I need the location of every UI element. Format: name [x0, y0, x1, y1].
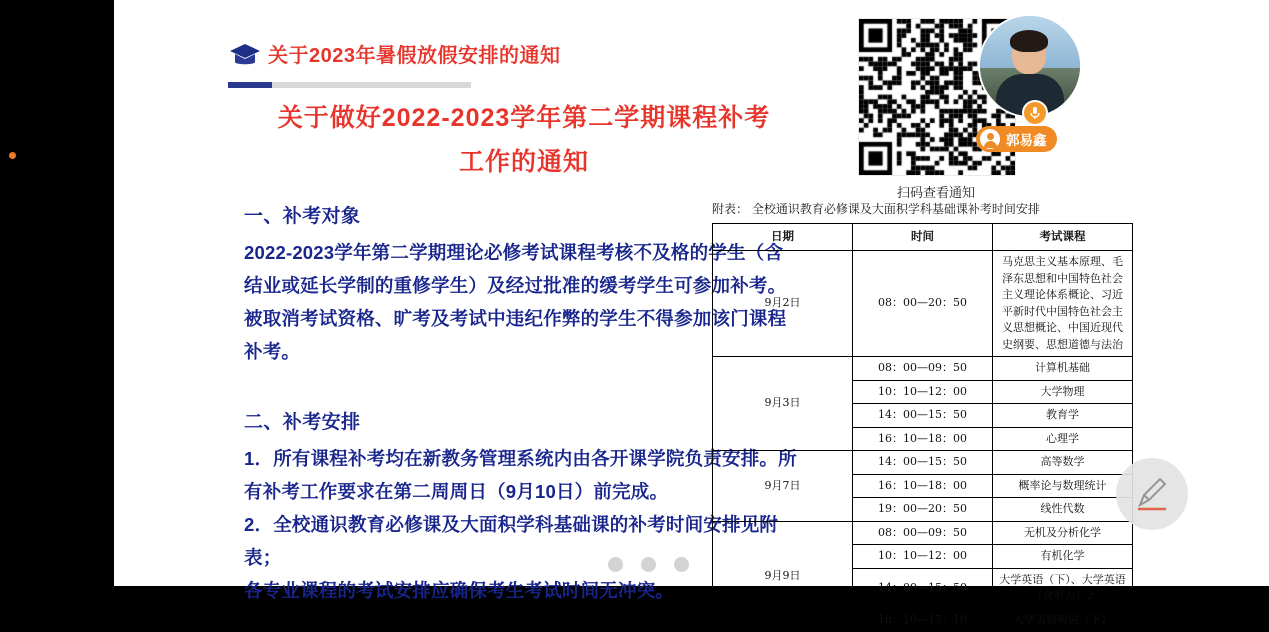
slide-header — [228, 30, 928, 74]
notice-title-line2: 工作的通知 — [458, 148, 589, 176]
progress-fill — [228, 82, 272, 88]
cell-time: 10：10—12：00 — [853, 380, 993, 404]
slide-pagination-dots[interactable] — [608, 557, 689, 572]
user-avatar-icon — [980, 129, 1000, 149]
table-row — [713, 451, 1133, 475]
section-2-line: 各专业课程的考试安排应确保考生考试时间无冲突。 — [244, 580, 675, 601]
cell-course: 线性代数 — [993, 498, 1133, 522]
cell-time: 14：00—15：50 — [853, 451, 993, 475]
cell-course: 大学英语（下）、大学英语（含听力）2 — [993, 568, 1133, 608]
cell-time: 16：10—18：00 — [853, 427, 993, 451]
presenter-name-chip — [976, 126, 1057, 152]
column-header-date: 日期 — [713, 224, 853, 251]
column-header-time: 时间 — [853, 224, 993, 251]
pen-annotate-icon[interactable] — [1116, 458, 1188, 530]
cell-course: 马克思主义基本原理、毛泽东思想和中国特色社会主义理论体系概论、习近平新时代中国特色社会主义思想概论、中国近现代史纲要、思想道德与法治 — [993, 251, 1133, 357]
section-1-heading: 一、补考对象 — [244, 206, 361, 227]
cell-time: 19：00—20：50 — [853, 498, 993, 522]
avatar-hair — [1010, 30, 1048, 52]
pagination-dot[interactable] — [608, 557, 623, 572]
presenter-widget[interactable] — [978, 14, 1078, 148]
cell-date: 9月2日 — [713, 251, 853, 357]
section-1-line: 补考。 — [244, 341, 301, 362]
pagination-dot[interactable] — [641, 557, 656, 572]
cell-time: 08：00—09：50 — [853, 357, 993, 381]
cell-time: 08：00—20：50 — [853, 251, 993, 357]
table-header-row — [713, 224, 1133, 251]
cell-course: 计算机基础 — [993, 357, 1133, 381]
cell-course: 大学英语听说（下） — [993, 608, 1133, 632]
cell-course: 教育学 — [993, 404, 1133, 428]
cell-date: 9月9日 — [713, 521, 853, 632]
slide-canvas — [114, 0, 1269, 626]
page-title: 关于2023年暑假放假安排的通知 — [268, 45, 561, 67]
microphone-icon[interactable] — [1022, 100, 1048, 126]
orange-indicator-dot — [9, 152, 16, 159]
attachment-schedule — [712, 200, 1250, 632]
cell-course: 有机化学 — [993, 545, 1133, 569]
schedule-table-body — [713, 251, 1133, 632]
section-2-heading: 二、补考安排 — [244, 412, 361, 433]
qr-caption: 扫码查看通知 — [896, 185, 975, 200]
cell-time: 08：00—09：50 — [853, 521, 993, 545]
cell-course: 大学物理 — [993, 380, 1133, 404]
cell-date: 9月3日 — [713, 357, 853, 451]
progress-track[interactable] — [228, 82, 471, 88]
column-header-course: 考试课程 — [993, 224, 1133, 251]
left-gutter — [0, 0, 114, 586]
cell-time: 10：10—12：00 — [853, 545, 993, 569]
cell-course: 心理学 — [993, 427, 1133, 451]
cell-time: 14：00—15：50 — [853, 404, 993, 428]
table-row — [713, 251, 1133, 357]
attachment-label: 附表： 全校通识教育必修课及大面积学科基础课补考时间安排 — [712, 202, 1040, 216]
cell-time: 14：00—15：50 — [853, 568, 993, 608]
section-1-line: 结业或延长学制的重修学生）及经过批准的缓考学生可参加补考。 — [244, 275, 787, 296]
section-1-line: 2022-2023学年第二学期理论必修考试课程考核不及格的学生（含 — [244, 242, 784, 263]
table-row — [713, 357, 1133, 381]
section-2-line: 1．所有课程补考均在新教务管理系统内由各开课学院负责安排。所 — [244, 448, 797, 469]
cell-course: 概率论与数理统计 — [993, 474, 1133, 498]
cell-time: 16：10—18：00 — [853, 474, 993, 498]
section-2-line: 有补考工作要求在第二周周日（9月10日）前完成。 — [244, 481, 669, 502]
cell-time: 16：10—17：10 — [853, 608, 993, 632]
cell-date: 9月7日 — [713, 451, 853, 522]
cell-course: 高等数学 — [993, 451, 1133, 475]
section-1-line: 被取消考试资格、旷考及考试中违纪作弊的学生不得参加该门课程 — [244, 308, 787, 329]
graduation-cap-icon — [228, 42, 262, 68]
notice-title-line1: 关于做好2022-2023学年第二学期课程补考 — [277, 104, 771, 132]
table-row — [713, 521, 1133, 545]
section-2-line: 2．全校通识教育必修课及大面积学科基础课的补考时间安排见附表； — [244, 514, 779, 568]
presenter-name: 郭易鑫 — [1006, 133, 1047, 148]
pagination-dot[interactable] — [674, 557, 689, 572]
schedule-table — [712, 223, 1133, 632]
cell-course: 无机及分析化学 — [993, 521, 1133, 545]
